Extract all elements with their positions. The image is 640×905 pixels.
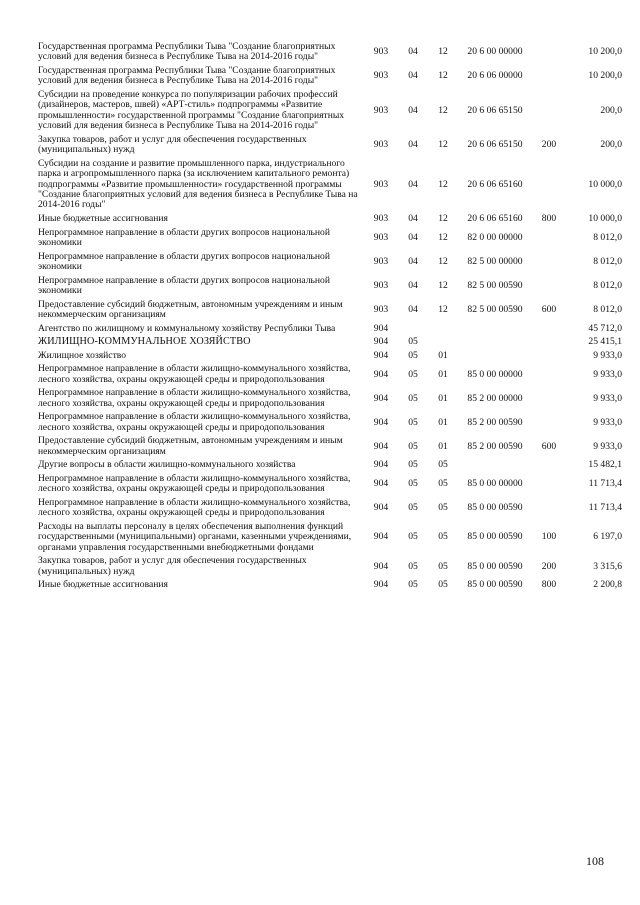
row-name: Расходы на выплаты персоналу в целях обеспечения выполнения функций государственными (муниципальными) органами, казенными учреждениями, органами управления государственными внебюджетными фондами (38, 521, 352, 553)
row-target-article-code: 20 6 06 65150 (467, 139, 523, 151)
row-expense-type-code (532, 388, 566, 412)
row-target-article-code (458, 337, 532, 351)
row-section-code: 05 (408, 459, 418, 471)
row-target-article-code: 85 0 00 00590 (467, 502, 523, 514)
row-amount: 25 415,1 (588, 336, 622, 348)
row-name: Предоставление субсидий бюджетным, автономным учреждениям и иным некоммерческим организациям (38, 298, 343, 321)
row-amount: 200,0 (600, 104, 622, 116)
row-expense-type-code: 600 (541, 303, 557, 315)
row-subsection-code: 12 (438, 46, 448, 58)
row-subsection-code: 12 (438, 255, 448, 267)
row-department-code: 904 (373, 322, 389, 334)
row-target-article-code: 85 0 00 00000 (467, 478, 523, 490)
row-department-code: 904 (373, 349, 389, 361)
row-amount: 11 713,4 (588, 502, 622, 514)
table-row (38, 159, 622, 214)
table-row (38, 228, 622, 252)
row-subsection-code: 12 (438, 279, 448, 291)
row-expense-type-code: 800 (541, 213, 557, 225)
row-expense-type-code (532, 412, 566, 436)
row-section-code: 04 (408, 303, 418, 315)
table-row (38, 90, 622, 135)
row-department-code: 903 (373, 70, 389, 82)
row-expense-type-code (532, 474, 566, 498)
row-section-code: 04 (408, 178, 418, 190)
row-target-article-code: 85 0 00 00590 (467, 531, 523, 543)
row-section-code: 05 (408, 560, 418, 572)
row-name: ЖИЛИЩНО-КОММУНАЛЬНОЕ ХОЗЯЙСТВО (38, 336, 251, 348)
table-row (38, 364, 622, 388)
row-expense-type-code (532, 460, 566, 474)
row-section-code: 05 (408, 336, 418, 348)
row-target-article-code: 20 6 06 65150 (467, 104, 523, 116)
row-amount: 10 200,0 (588, 46, 622, 58)
row-section-code: 05 (408, 368, 418, 380)
row-expense-type-code (532, 276, 566, 300)
row-section-code: 05 (408, 392, 418, 404)
row-section-code: 05 (408, 579, 418, 591)
row-amount: 8 012,0 (593, 255, 622, 267)
row-section-code: 05 (408, 478, 418, 490)
row-name: Иные бюджетные ассигнования (38, 579, 168, 591)
row-expense-type-code (532, 252, 566, 276)
table-row (38, 498, 622, 522)
row-section-code: 04 (408, 70, 418, 82)
table-row (38, 412, 622, 436)
row-department-code: 904 (373, 531, 389, 543)
row-section-code: 04 (408, 255, 418, 267)
row-name: Непрограммное направление в области жилищно-коммунального хозяйства, лесного хозяйства, охраны окружающей среды и природопользования (38, 411, 351, 433)
row-amount: 11 713,4 (588, 478, 622, 490)
row-name: Субсидии на проведение конкурса по популяризации рабочих профессий (дизайнеров, мастеров, швей) «АРТ-стиль» подпрограммы «Развитие промышленности» государственной программы "Создание благоприятных условий для ведения бизнеса в Республике Тыва на 2014-2016 годы" (38, 89, 345, 132)
row-name: Жилищное хозяйство (38, 349, 127, 361)
table-row (38, 351, 622, 365)
row-amount: 9 933,0 (593, 392, 622, 404)
row-department-code: 904 (373, 392, 389, 404)
row-section-code: 05 (408, 416, 418, 428)
row-section-code: 05 (408, 502, 418, 514)
row-section-code: 04 (408, 104, 418, 116)
row-department-code: 903 (373, 255, 389, 267)
row-expense-type-code (532, 66, 566, 90)
row-section-code: 04 (408, 279, 418, 291)
row-target-article-code: 20 6 06 65160 (467, 178, 523, 190)
row-target-article-code (458, 351, 532, 365)
row-department-code: 904 (373, 502, 389, 514)
row-section-code: 04 (408, 139, 418, 151)
row-amount: 8 012,0 (593, 279, 622, 291)
table-row (38, 522, 622, 556)
page-number: 108 (586, 854, 604, 868)
table-row (38, 580, 622, 594)
row-department-code: 904 (373, 579, 389, 591)
row-section-code: 05 (408, 440, 418, 452)
row-target-article-code: 85 2 00 00590 (467, 416, 523, 428)
table-row (38, 66, 622, 90)
budget-table (38, 42, 622, 594)
row-expense-type-code (532, 42, 566, 66)
row-expense-type-code (532, 337, 566, 351)
row-amount: 10 000,0 (588, 178, 622, 190)
table-row (38, 474, 622, 498)
row-target-article-code (458, 460, 532, 474)
table-row (38, 135, 622, 159)
row-department-code: 904 (373, 368, 389, 380)
row-name: Непрограммное направление в области жилищно-коммунального хозяйства, лесного хозяйства, охраны окружающей среды и природопользования (38, 473, 351, 495)
row-subsection-code: 01 (438, 416, 448, 428)
row-subsection-code: 05 (438, 478, 448, 490)
row-name: Непрограммное направление в области жилищно-коммунального хозяйства, лесного хозяйства, охраны окружающей среды и природопользования (38, 363, 351, 385)
row-department-code: 904 (373, 336, 389, 348)
row-department-code: 903 (373, 139, 389, 151)
row-subsection-code: 12 (438, 178, 448, 190)
row-subsection-code: 12 (438, 70, 448, 82)
row-amount: 2 200,8 (593, 579, 622, 591)
row-name: Предоставление субсидий бюджетным, автономным учреждениям и иным некоммерческим организациям (38, 435, 343, 457)
row-name: Закупка товаров, работ и услуг для обеспечения государственных (муниципальных) нужд (38, 133, 307, 156)
row-target-article-code: 82 5 00 00590 (467, 303, 523, 315)
row-target-article-code: 85 0 00 00590 (467, 579, 523, 591)
row-department-code: 904 (373, 459, 389, 471)
row-target-article-code: 82 5 00 00590 (467, 279, 523, 291)
row-name: Непрограммное направление в области жилищно-коммунального хозяйства, лесного хозяйства, охраны окружающей среды и природопользования (38, 387, 351, 409)
row-subsection-code: 12 (438, 139, 448, 151)
row-section-code: 04 (408, 46, 418, 58)
table-row (38, 460, 622, 474)
row-subsection-code: 05 (438, 579, 448, 591)
row-name: Агентство по жилищному и коммунальному хозяйству Республики Тыва (38, 322, 336, 334)
row-department-code: 904 (373, 416, 389, 428)
row-amount: 10 000,0 (588, 213, 622, 225)
row-expense-type-code (532, 351, 566, 365)
row-subsection-code: 05 (438, 459, 448, 471)
row-amount: 6 197,0 (593, 531, 622, 543)
row-amount: 45 712,0 (588, 322, 622, 334)
table-row (38, 388, 622, 412)
row-expense-type-code (532, 228, 566, 252)
row-section-code (398, 324, 428, 338)
row-expense-type-code: 800 (541, 579, 557, 591)
row-expense-type-code: 200 (541, 560, 557, 572)
row-subsection-code: 12 (438, 104, 448, 116)
row-subsection-code: 05 (438, 531, 448, 543)
row-subsection-code (428, 337, 458, 351)
row-amount: 8 012,0 (593, 303, 622, 315)
row-section-code: 05 (408, 349, 418, 361)
row-department-code: 903 (373, 46, 389, 58)
row-target-article-code: 20 6 06 00000 (467, 70, 523, 82)
table-row (38, 300, 622, 324)
row-department-code: 903 (373, 213, 389, 225)
table-row (38, 214, 622, 228)
row-department-code: 903 (373, 279, 389, 291)
row-subsection-code: 01 (438, 440, 448, 452)
row-subsection-code: 01 (438, 392, 448, 404)
row-expense-type-code (532, 90, 566, 135)
row-amount: 15 482,1 (588, 459, 622, 471)
row-expense-type-code (532, 159, 566, 214)
row-subsection-code: 05 (438, 560, 448, 572)
row-name: Непрограммное направление в области других вопросов национальной экономики (38, 226, 330, 249)
row-expense-type-code: 100 (541, 531, 557, 543)
table-row (38, 556, 622, 580)
row-name: Непрограммное направление в области других вопросов национальной экономики (38, 274, 330, 297)
table-row (38, 276, 622, 300)
row-section-code: 04 (408, 231, 418, 243)
row-name: Субсидии на создание и развитие промышленного парка, индустриального парка и агропромышленного парка (за исключением капитального ремонта) подпрограммы «Развитие промышленности» государственной программы "Создание благоприятных условий для ведения бизнеса в Республике Тыва на 2014-2016 годы" (38, 157, 358, 211)
row-subsection-code: 05 (438, 502, 448, 514)
table-row (38, 436, 622, 460)
table-row (38, 337, 622, 351)
row-target-article-code: 20 6 06 65160 (467, 213, 523, 225)
row-target-article-code: 85 0 00 00590 (467, 560, 523, 572)
row-expense-type-code: 200 (541, 139, 557, 151)
row-department-code: 903 (373, 303, 389, 315)
row-department-code: 904 (373, 478, 389, 490)
row-amount: 8 012,0 (593, 231, 622, 243)
row-name: Государственная программа Республики Тыва "Создание благоприятных условий для ведения бизнеса в Республике Тыва на 2014-2016 годы" (38, 41, 336, 63)
row-target-article-code: 82 0 00 00000 (467, 231, 523, 243)
row-amount: 3 315,6 (593, 560, 622, 572)
row-subsection-code: 01 (438, 368, 448, 380)
row-expense-type-code (532, 364, 566, 388)
table-row (38, 42, 622, 66)
row-department-code: 903 (373, 178, 389, 190)
row-amount: 9 933,0 (593, 368, 622, 380)
row-expense-type-code (532, 324, 566, 338)
row-subsection-code (428, 324, 458, 338)
row-subsection-code: 12 (438, 303, 448, 315)
table-row (38, 252, 622, 276)
row-name: Непрограммное направление в области других вопросов национальной экономики (38, 250, 330, 273)
row-amount: 9 933,0 (593, 416, 622, 428)
row-department-code: 903 (373, 104, 389, 116)
row-department-code: 904 (373, 560, 389, 572)
row-target-article-code: 85 0 00 00000 (467, 368, 523, 380)
row-subsection-code: 12 (438, 213, 448, 225)
row-section-code: 05 (408, 531, 418, 543)
row-name: Государственная программа Республики Тыва "Создание благоприятных условий для ведения бизнеса в Республике Тыва на 2014-2016 годы" (38, 65, 336, 87)
row-amount: 200,0 (600, 139, 622, 151)
row-expense-type-code: 600 (541, 440, 557, 452)
row-target-article-code (458, 324, 532, 338)
row-target-article-code: 85 2 00 00000 (467, 392, 523, 404)
row-target-article-code: 20 6 00 00000 (467, 46, 523, 58)
row-subsection-code: 01 (438, 349, 448, 361)
row-amount: 9 933,0 (593, 349, 622, 361)
row-expense-type-code (532, 498, 566, 522)
row-target-article-code: 85 2 00 00590 (467, 440, 523, 452)
row-name: Непрограммное направление в области жилищно-коммунального хозяйства, лесного хозяйства, охраны окружающей среды и природопользования (38, 497, 351, 519)
row-amount: 10 200,0 (588, 70, 622, 82)
row-amount: 9 933,0 (593, 440, 622, 452)
row-department-code: 904 (373, 440, 389, 452)
row-name: Иные бюджетные ассигнования (38, 213, 168, 225)
row-name: Закупка товаров, работ и услуг для обеспечения государственных (муниципальных) нужд (38, 555, 307, 577)
row-name: Другие вопросы в области жилищно-коммунального хозяйства (38, 459, 296, 471)
row-target-article-code: 82 5 00 00000 (467, 255, 523, 267)
row-subsection-code: 12 (438, 231, 448, 243)
budget-table-body (38, 42, 622, 594)
row-department-code: 903 (373, 231, 389, 243)
row-section-code: 04 (408, 213, 418, 225)
